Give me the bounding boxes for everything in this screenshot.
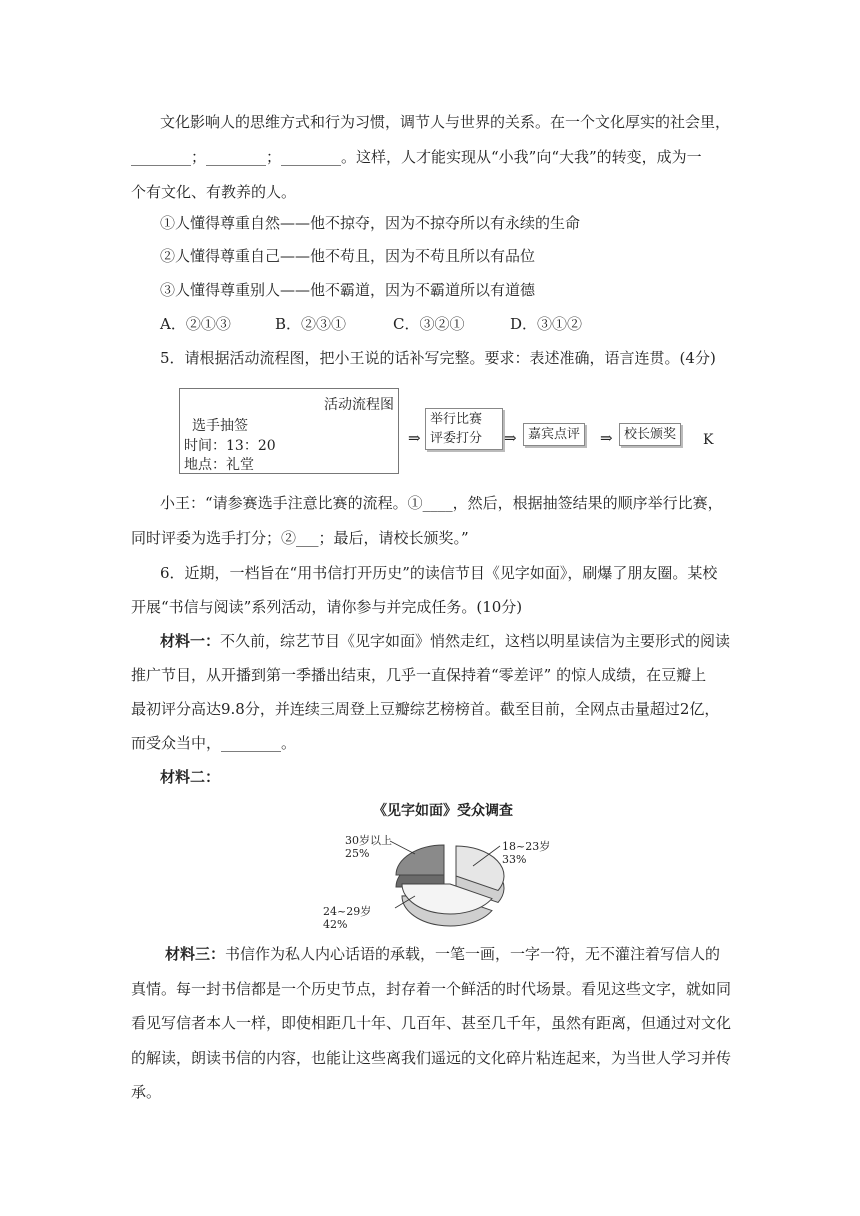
choice-b: B．②③①: [275, 315, 347, 333]
flow-step4-label: 校长颁奖: [624, 427, 677, 442]
flow-title: 活动流程图: [324, 397, 394, 413]
intro-line-2: ________；________；________。这样，人才能实现从“小我”向“大我”的转变，成为一: [131, 148, 702, 166]
flow-step3-box: [523, 423, 585, 446]
stray-mark: K: [703, 432, 714, 448]
option-2: ②人懂得尊重自己——他不苟且，因为不苟且所以有品位: [160, 247, 536, 265]
flow-step1-line2: 时间：13：20: [184, 438, 276, 454]
q5-speech-line-2: 同时评委为选手打分；②___；最后，请校长颁奖。”: [131, 529, 469, 547]
flow-step2-line2: 评委打分: [430, 431, 483, 446]
material1-line-1: 不久前，综艺节目《见字如面》悄然走红，这档以明星读信为主要形式的阅读: [220, 632, 731, 650]
material3-line-5: 承。: [131, 1083, 162, 1101]
material2-label: 材料二：: [160, 768, 221, 786]
flow-arrow-2: ⇒: [504, 429, 517, 447]
label-24-29-category: 24~29岁: [323, 905, 372, 918]
flow-step4-box: [619, 423, 681, 446]
q6-line-1: 6．近期，一档旨在“用书信打开历史”的读信节目《见字如面》，刷爆了朋友圈。某校: [160, 564, 718, 582]
material3-label: 材料三：: [165, 945, 226, 963]
q6-line-2: 开展“书信与阅读”系列活动，请你参与并完成任务。(10分): [131, 598, 523, 616]
material3-line-4: 的解读，朗读书信的内容，也能让这些离我们遥远的文化碎片粘连起来，为当世人学习并传: [131, 1049, 732, 1067]
flow-chart-box: [179, 388, 399, 474]
option-1: ①人懂得尊重自然——他不掠夺，因为不掠夺所以有永续的生命: [160, 214, 581, 232]
flow-arrow-3: ⇒: [600, 429, 613, 447]
material1-label: 材料一：: [160, 632, 221, 650]
material3-line-1: 书信作为私人内心话语的承载，一笔一画，一字一符，无不灌注着写信人的: [225, 945, 721, 963]
choice-c: C．③②①: [393, 315, 465, 333]
label-24-29-value: 42%: [323, 918, 348, 931]
label-18-23-value: 33%: [502, 853, 527, 866]
material1-line-3: 最初评分高达9.8分，并连续三周登上豆瓣综艺榜榜首。截至目前，全网点击量超过2亿，: [131, 700, 720, 718]
label-30-plus-value: 25%: [345, 847, 370, 860]
pie-chart: [310, 826, 610, 936]
material1-line-4: 而受众当中，________。: [131, 734, 297, 752]
material3-line-3: 看见写信者本人一样，即使相距几十年、几百年、甚至几千年，虽然有距离，但通过对文化: [131, 1014, 732, 1032]
flow-step1-line3: 地点：礼堂: [184, 457, 254, 473]
material1-line-2: 推广节目，从开播到第一季播出结束，几乎一直保持着“零差评” 的惊人成绩，在豆瓣上: [131, 666, 707, 684]
intro-line-3: 个有文化、有教养的人。: [131, 183, 297, 201]
flow-step3-label: 嘉宾点评: [528, 427, 581, 442]
material3-line-2: 真情。每一封书信都是一个历史节点，封存着一个鲜活的时代场景。看见这些文字，就如同: [131, 980, 732, 998]
label-30-plus-leader: [390, 841, 415, 854]
q5-speech-line-1: 小王：“请参赛选手注意比赛的流程。①____，然后，根据抽签结果的顺序举行比赛，: [160, 494, 723, 512]
flow-step2-line1: 举行比赛: [430, 412, 483, 427]
flow-arrow-1: ⇒: [408, 429, 421, 447]
label-18-23-category: 18~23岁: [502, 840, 551, 853]
intro-line-1: 文化影响人的思维方式和行为习惯，调节人与世界的关系。在一个文化厚实的社会里，: [160, 113, 731, 131]
flow-step1-line1: 选手抽签: [192, 418, 248, 434]
q5-prompt: 5．请根据活动流程图，把小王说的话补写完整。要求：表述准确，语言连贯。(4分): [160, 349, 716, 367]
choice-a: A．②①③: [160, 315, 231, 333]
chart-title: 《见字如面》受众调查: [373, 803, 513, 819]
choice-d: D．③①②: [510, 315, 583, 333]
flow-step2-box: [425, 408, 503, 450]
option-3: ③人懂得尊重别人——他不霸道，因为不霸道所以有道德: [160, 281, 536, 299]
label-30-plus-category: 30岁以上: [345, 834, 392, 847]
slice-30-plus: [396, 845, 444, 875]
